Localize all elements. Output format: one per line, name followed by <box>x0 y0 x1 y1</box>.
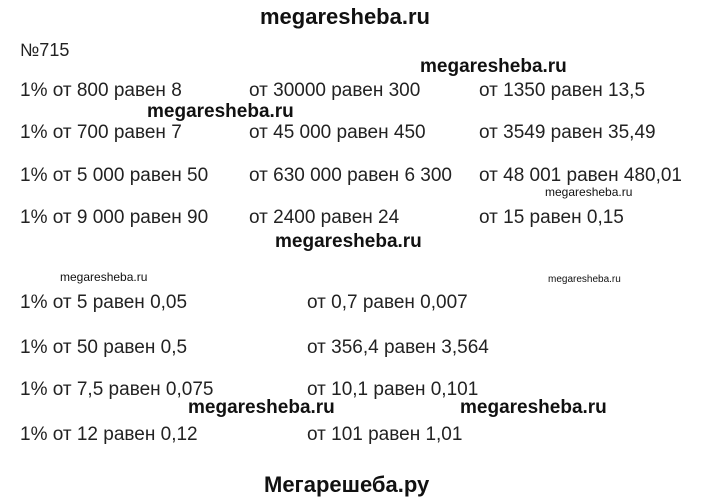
watermark: megaresheba.ru <box>460 397 607 418</box>
row-1-col-1: 1% от 800 равен 8 <box>20 80 182 101</box>
row-4-col-3: от 15 равен 0,15 <box>479 207 624 228</box>
row-3-col-3: от 48 001 равен 480,01 <box>479 165 682 186</box>
row-2-col-2: от 45 000 равен 450 <box>249 122 426 143</box>
watermark: megaresheba.ru <box>275 231 422 252</box>
row-8-col-2: от 101 равен 1,01 <box>307 424 463 445</box>
watermark: megaresheba.ru <box>188 397 335 418</box>
row-1-col-2: от 30000 равен 300 <box>249 80 421 101</box>
site-header: megaresheba.ru <box>260 4 430 29</box>
row-6-col-2: от 356,4 равен 3,564 <box>307 337 489 358</box>
row-7-col-1: 1% от 7,5 равен 0,075 <box>20 379 214 400</box>
row-3-col-2: от 630 000 равен 6 300 <box>249 165 452 186</box>
row-4-col-2: от 2400 равен 24 <box>249 207 400 228</box>
row-2-col-3: от 3549 равен 35,49 <box>479 122 656 143</box>
row-2-col-1: 1% от 700 равен 7 <box>20 122 182 143</box>
site-footer: Мегарешеба.ру <box>264 472 430 497</box>
row-8-col-1: 1% от 12 равен 0,12 <box>20 424 198 445</box>
row-4-col-1: 1% от 9 000 равен 90 <box>20 207 209 228</box>
watermark: megaresheba.ru <box>147 101 294 122</box>
row-5-col-2: от 0,7 равен 0,007 <box>307 292 468 313</box>
watermark: megaresheba.ru <box>545 185 633 199</box>
row-3-col-1: 1% от 5 000 равен 50 <box>20 165 209 186</box>
row-1-col-3: от 1350 равен 13,5 <box>479 80 646 101</box>
watermark: megaresheba.ru <box>60 270 148 284</box>
watermark: megaresheba.ru <box>548 274 621 285</box>
row-7-col-2: от 10,1 равен 0,101 <box>307 379 479 400</box>
row-5-col-1: 1% от 5 равен 0,05 <box>20 292 188 313</box>
watermark: megaresheba.ru <box>420 56 567 77</box>
row-6-col-1: 1% от 50 равен 0,5 <box>20 337 188 358</box>
task-number: №715 <box>20 40 70 60</box>
